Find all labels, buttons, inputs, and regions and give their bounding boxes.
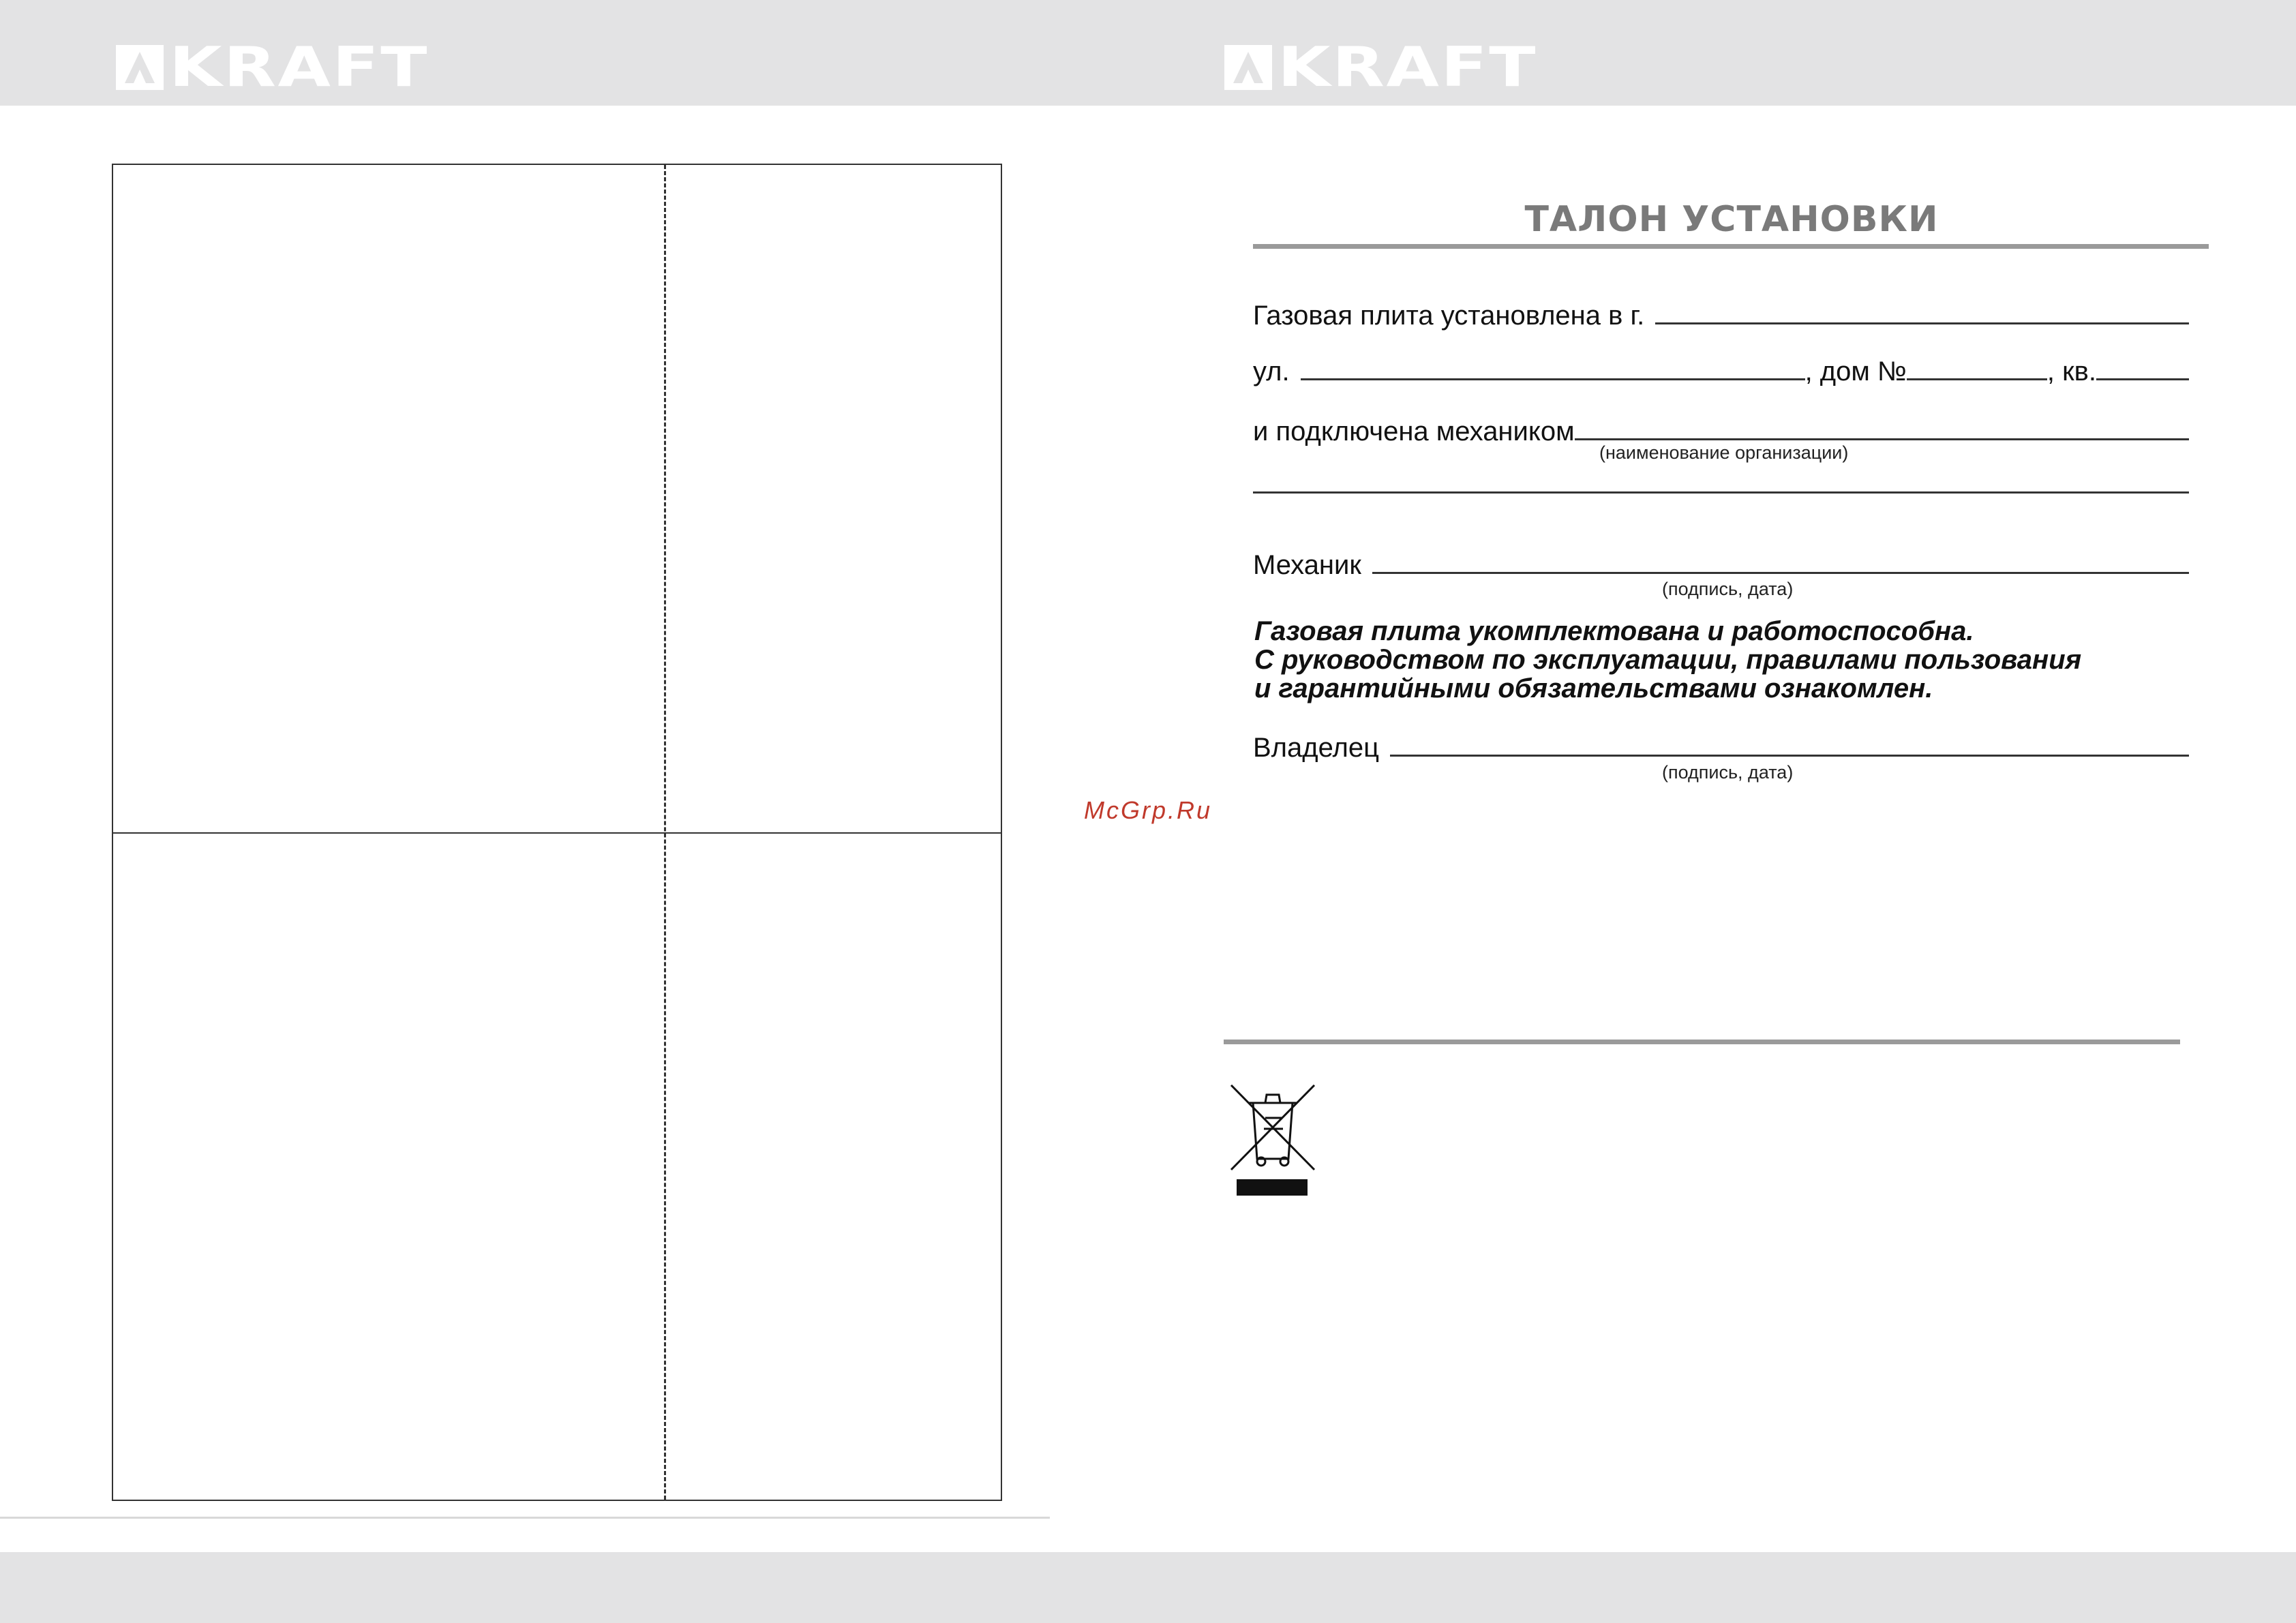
- mechanic-caption: (подпись, дата): [1662, 579, 1794, 599]
- city-field[interactable]: [1655, 322, 2189, 324]
- kraft-logo-icon: [1224, 45, 1272, 90]
- notice-text: [1254, 617, 2081, 703]
- form-line-mechanic: [1253, 549, 2189, 581]
- watermark: McGrp.Ru: [1084, 796, 1213, 824]
- coupon-divider: [112, 832, 1002, 834]
- kraft-logo-left: [116, 35, 429, 99]
- connected-by-label: и подключена механиком: [1253, 416, 1575, 446]
- apartment-field[interactable]: [2096, 378, 2189, 380]
- logo-text: KRAFT: [169, 35, 429, 99]
- organization-field[interactable]: [1575, 438, 2189, 440]
- notice-line: С руководством по эксплуатации, правилами пользования: [1254, 645, 2082, 675]
- title-rule: [1253, 244, 2209, 249]
- form-title: ТАЛОН УСТАНОВКИ: [1524, 199, 1939, 240]
- notice-line: и гарантийными обязательствами ознакомлен.: [1254, 673, 1933, 703]
- house-field[interactable]: [1907, 378, 2047, 380]
- form-line-city: [1253, 300, 2189, 331]
- bottom-rule: [1224, 1040, 2180, 1044]
- owner-label: Владелец: [1253, 733, 1380, 763]
- form-line-blank: [1253, 491, 2189, 500]
- owner-caption: (подпись, дата): [1662, 762, 1794, 783]
- logo-text: KRAFT: [1278, 35, 1537, 99]
- organization-caption: (наименование организации): [1599, 442, 1849, 463]
- blank-field[interactable]: [1253, 491, 2189, 494]
- form-line-address: [1253, 356, 2189, 387]
- form-line-owner: [1253, 732, 2189, 763]
- page-divider: [0, 1517, 1050, 1519]
- house-label: , дом №: [1804, 357, 1907, 386]
- street-field[interactable]: [1301, 378, 1805, 380]
- cut-line: [664, 165, 666, 1500]
- mechanic-label: Механик: [1253, 550, 1361, 580]
- street-label: ул.: [1253, 357, 1290, 386]
- city-label: Газовая плита установлена в г.: [1253, 301, 1645, 331]
- apartment-label: , кв.: [2046, 357, 2096, 386]
- mechanic-signature-field[interactable]: [1372, 571, 2189, 574]
- kraft-logo-icon: [116, 45, 164, 90]
- owner-signature-field[interactable]: [1390, 754, 2189, 757]
- footer-band: [0, 1552, 2296, 1623]
- kraft-logo-right: [1224, 35, 1537, 99]
- crossed-out-wheelie-bin-icon: [1227, 1080, 1318, 1197]
- notice-line: Газовая плита укомплектована и работоспособна.: [1254, 616, 1974, 646]
